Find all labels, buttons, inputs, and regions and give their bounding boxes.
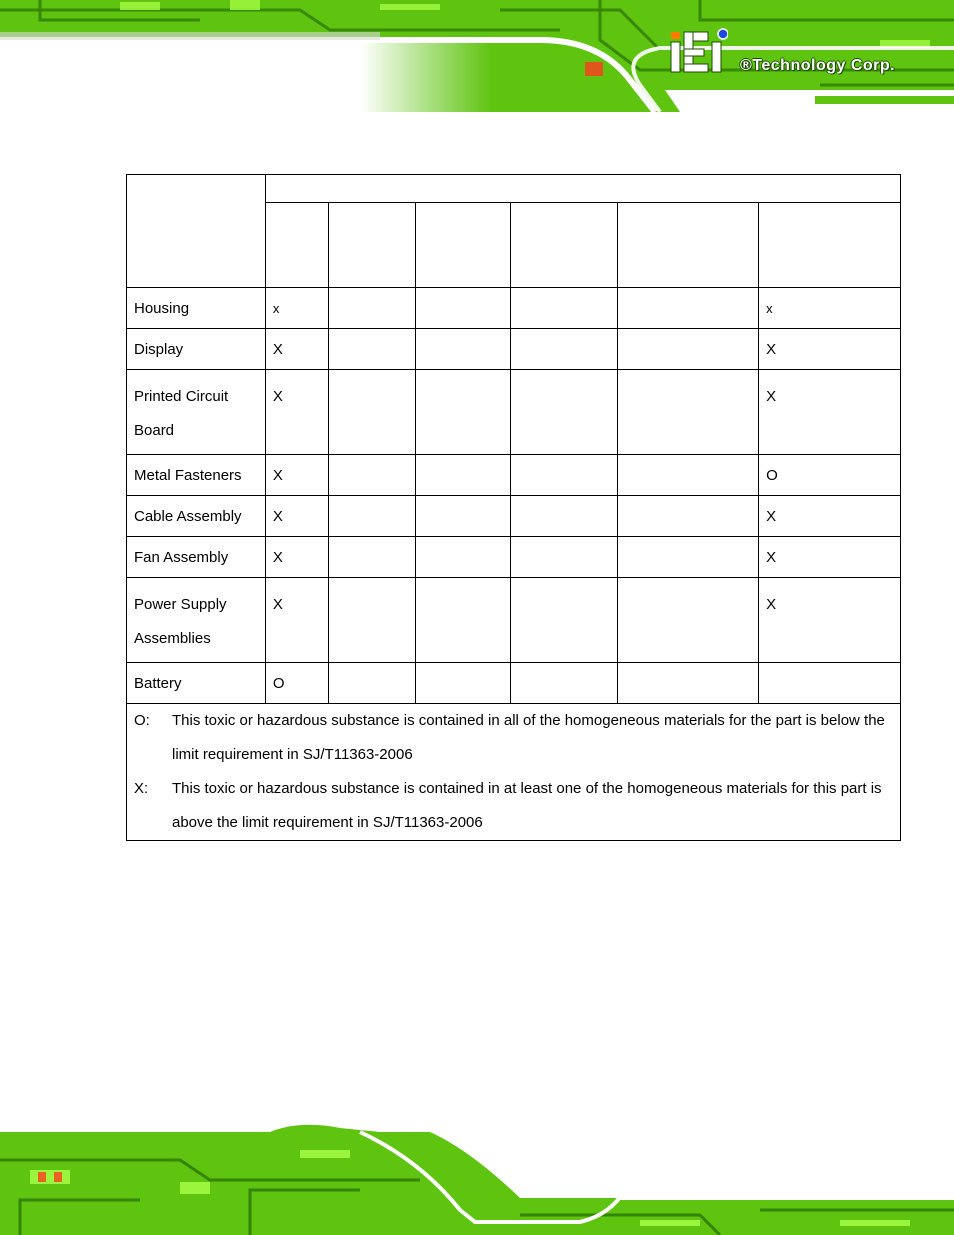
substance-cell bbox=[618, 370, 759, 455]
substance-cell bbox=[510, 537, 618, 578]
substance-cell bbox=[415, 288, 510, 329]
substance-cell bbox=[328, 537, 415, 578]
legend-text: This toxic or hazardous substance is contained in at least one of the homogeneous materials for this part is above the limit requirement in SJ/T11363-2006 bbox=[172, 780, 882, 831]
legend-key: O: bbox=[134, 712, 150, 729]
substance-cell: X bbox=[265, 537, 328, 578]
table-row bbox=[127, 496, 901, 537]
substance-header bbox=[415, 203, 510, 288]
substance-cell bbox=[328, 578, 415, 663]
substance-header bbox=[328, 203, 415, 288]
table-row bbox=[127, 537, 901, 578]
substance-cell bbox=[328, 329, 415, 370]
substance-header bbox=[618, 203, 759, 288]
substance-cell: X bbox=[265, 455, 328, 496]
substance-cell bbox=[415, 455, 510, 496]
legend-cell bbox=[127, 704, 901, 841]
substance-cell bbox=[328, 496, 415, 537]
part-name: Metal Fasteners bbox=[127, 455, 266, 496]
legend-note-x bbox=[134, 772, 893, 840]
legend-row bbox=[127, 704, 901, 841]
table-row bbox=[127, 455, 901, 496]
substance-cell bbox=[618, 288, 759, 329]
part-name: Printed Circuit Board bbox=[127, 370, 266, 455]
substance-cell bbox=[618, 329, 759, 370]
substance-cell: O bbox=[265, 663, 328, 704]
substance-cell bbox=[328, 455, 415, 496]
substance-cell: X bbox=[759, 578, 901, 663]
substance-cell bbox=[415, 329, 510, 370]
table-row bbox=[127, 329, 901, 370]
substance-cell bbox=[415, 537, 510, 578]
substance-cell bbox=[415, 370, 510, 455]
substance-cell: X bbox=[265, 578, 328, 663]
substance-header bbox=[510, 203, 618, 288]
substance-header bbox=[759, 203, 901, 288]
substance-cell bbox=[510, 329, 618, 370]
part-name: Display bbox=[127, 329, 266, 370]
substance-cell: X bbox=[265, 496, 328, 537]
table-row bbox=[127, 663, 901, 704]
substance-cell bbox=[328, 663, 415, 704]
substance-cell: X bbox=[759, 496, 901, 537]
part-name: Housing bbox=[127, 288, 266, 329]
substance-cell bbox=[510, 663, 618, 704]
legend-key: X: bbox=[134, 780, 149, 797]
substance-cell bbox=[510, 370, 618, 455]
part-name: Fan Assembly bbox=[127, 537, 266, 578]
substance-cell: X bbox=[265, 370, 328, 455]
substance-cell bbox=[328, 370, 415, 455]
table-row bbox=[127, 370, 901, 455]
part-name-header bbox=[127, 175, 266, 288]
part-name: Cable Assembly bbox=[127, 496, 266, 537]
substance-cell: x bbox=[265, 288, 328, 329]
substance-header bbox=[265, 203, 328, 288]
substance-cell: X bbox=[759, 370, 901, 455]
substance-cell: O bbox=[759, 455, 901, 496]
substance-cell bbox=[510, 288, 618, 329]
part-name: Power Supply Assemblies bbox=[127, 578, 266, 663]
substance-cell bbox=[415, 496, 510, 537]
substance-cell bbox=[510, 455, 618, 496]
substance-cell: X bbox=[759, 537, 901, 578]
header-banner bbox=[0, 0, 954, 112]
substance-cell bbox=[415, 578, 510, 663]
footer-banner bbox=[0, 1120, 954, 1235]
substance-cell: X bbox=[759, 329, 901, 370]
substance-cell bbox=[618, 496, 759, 537]
substance-cell bbox=[328, 288, 415, 329]
substance-cell bbox=[510, 496, 618, 537]
substance-cell bbox=[618, 663, 759, 704]
substance-cell bbox=[759, 663, 901, 704]
substance-group-header bbox=[265, 175, 900, 203]
table-row bbox=[127, 578, 901, 663]
substance-cell bbox=[618, 578, 759, 663]
substance-cell bbox=[618, 537, 759, 578]
substance-cell bbox=[618, 455, 759, 496]
part-name: Battery bbox=[127, 663, 266, 704]
table-row bbox=[127, 288, 901, 329]
legend-note-o bbox=[134, 704, 893, 772]
substance-cell: X bbox=[265, 329, 328, 370]
substance-cell: x bbox=[759, 288, 901, 329]
substance-cell bbox=[510, 578, 618, 663]
brand-tagline: ®Technology Corp. bbox=[740, 57, 896, 74]
hazardous-substances-table bbox=[126, 174, 901, 841]
substance-cell bbox=[415, 663, 510, 704]
legend-text: This toxic or hazardous substance is contained in all of the homogeneous materials for the part is below the limit requirement in SJ/T11363-2006 bbox=[172, 712, 885, 763]
iei-logo bbox=[668, 28, 728, 76]
